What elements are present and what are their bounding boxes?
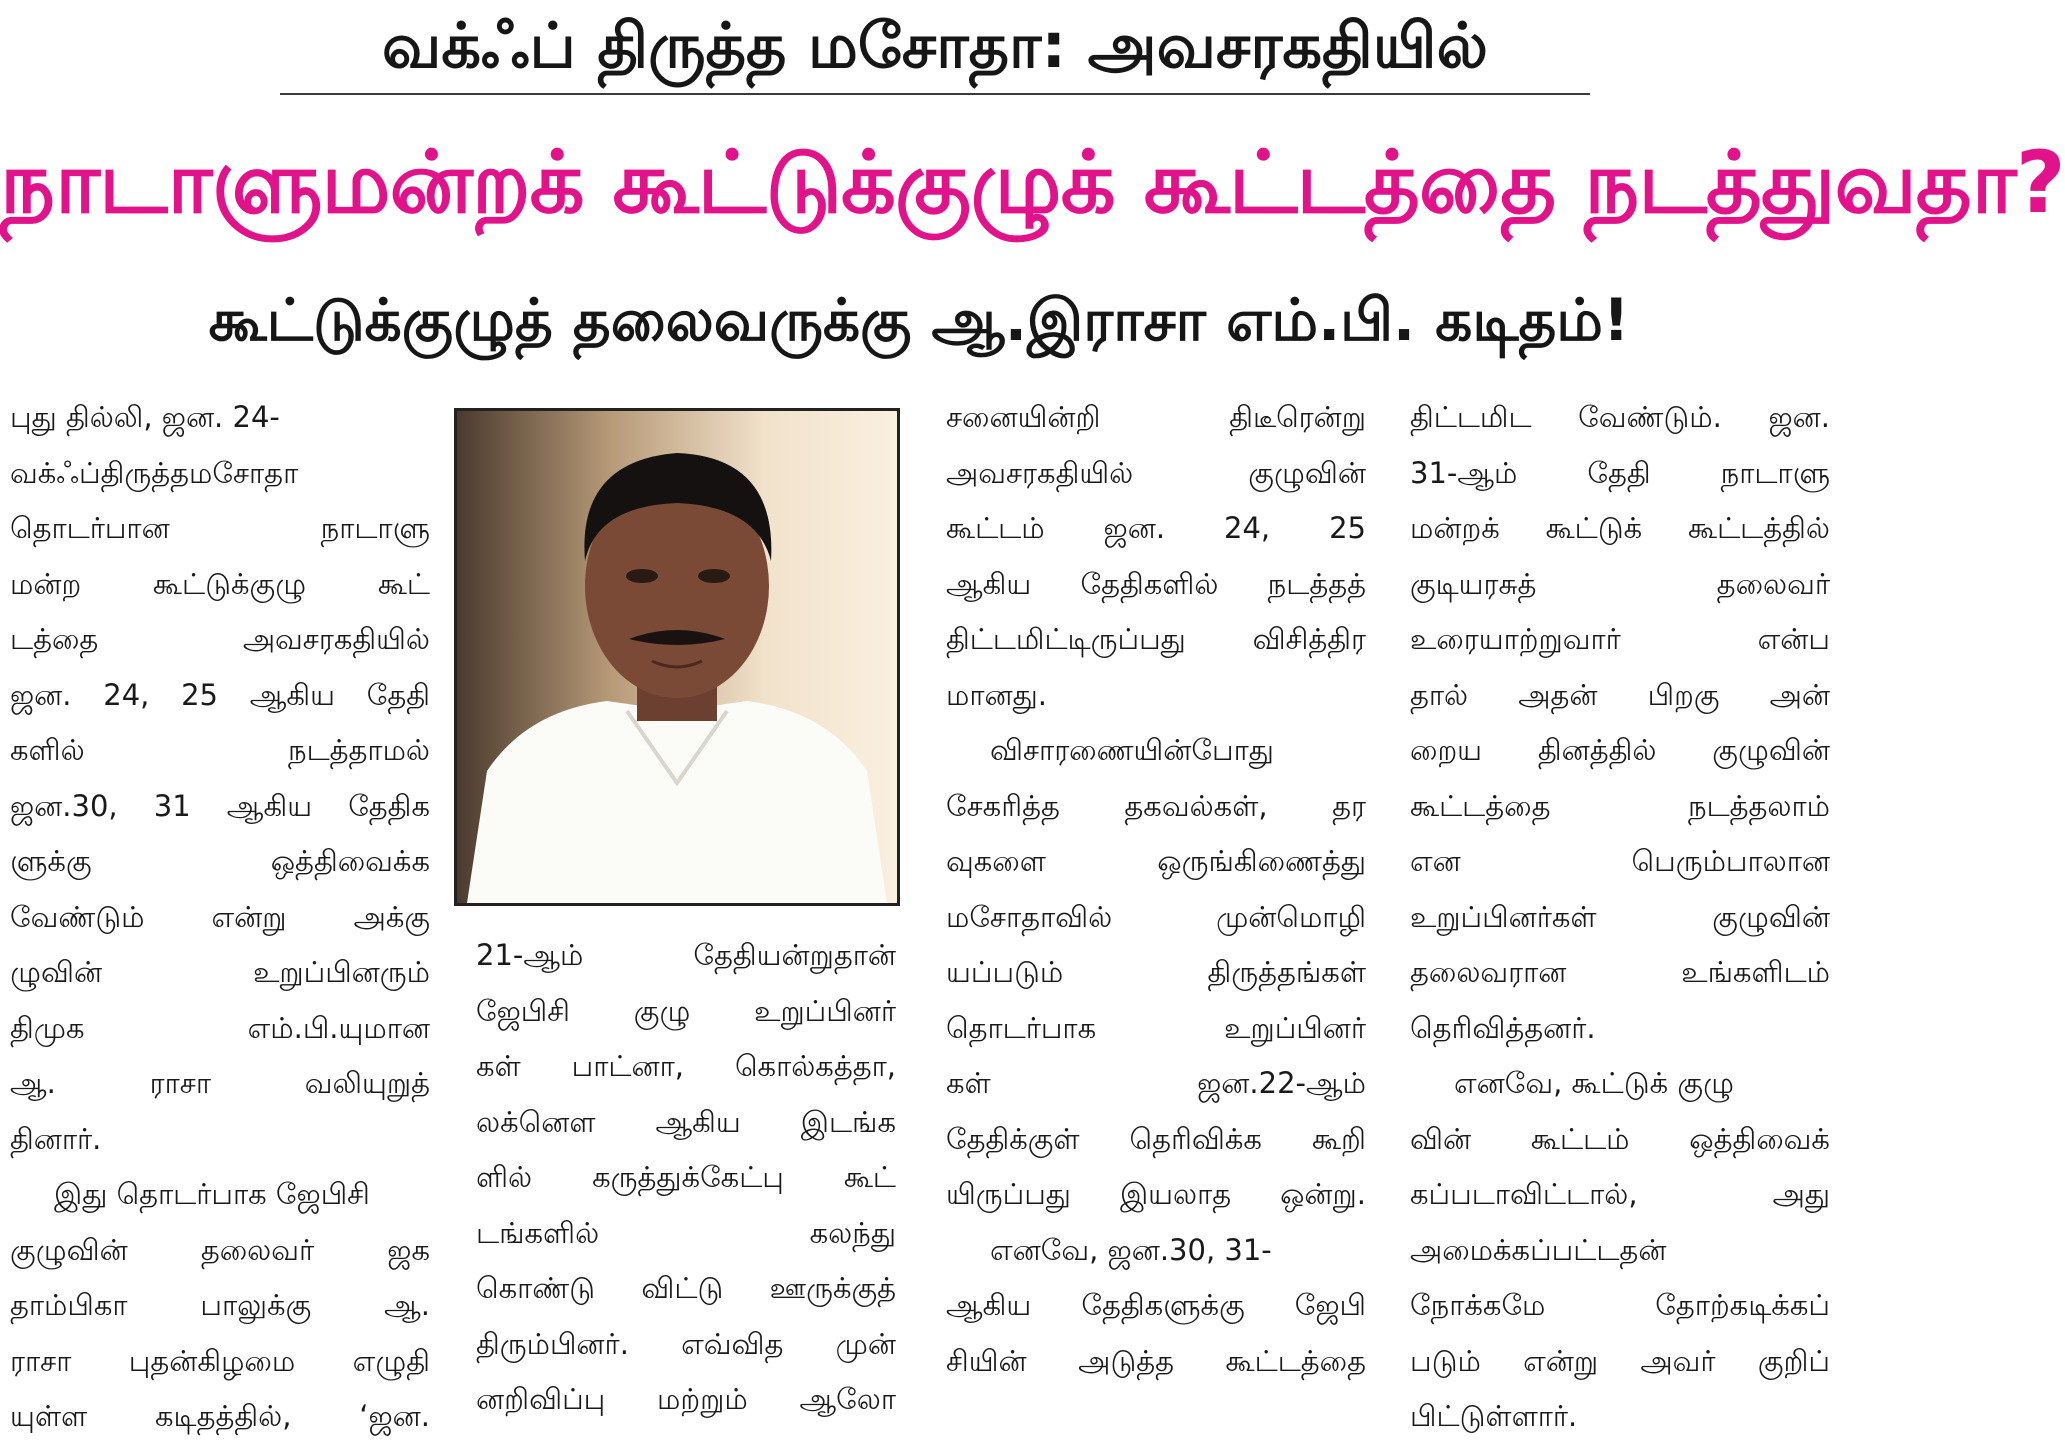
body-text-line: வுகளை ஒருங்கிணைத்து bbox=[946, 844, 1366, 878]
body-column-1 bbox=[10, 390, 430, 1445]
article-kicker: வக்ஃப் திருத்த மசோதா: அவசரகதியில் bbox=[382, 9, 1488, 82]
body-text-line: 31-ஆம் தேதி நாடாளு bbox=[1410, 455, 1830, 490]
body-text-line: சியின் அடுத்த கூட்டத்தை bbox=[946, 1343, 1366, 1378]
body-text-line: தெரிவித்தனர். bbox=[1410, 1010, 1596, 1045]
body-text-line: திட்டமிட வேண்டும். ஜன. bbox=[1410, 400, 1830, 434]
body-text-line: மசோதாவில் முன்மொழி bbox=[946, 899, 1366, 934]
body-text-line: வக்ஃப்திருத்தமசோதா bbox=[10, 455, 299, 490]
body-text-line: தாம்பிகா பாலுக்கு ஆ. bbox=[10, 1288, 430, 1322]
body-text-line: கொண்டு விட்டு ஊருக்குத் bbox=[476, 1271, 896, 1305]
body-text-line: ஆகிய தேதிகளுக்கு ஜேபி bbox=[946, 1288, 1366, 1322]
body-text-line: எனவே, கூட்டுக் குழு bbox=[1454, 1066, 1734, 1100]
body-text-line: ளில் கருத்துக்கேட்பு கூட் bbox=[476, 1160, 896, 1194]
body-text-line: மன்ற கூட்டுக்குழு கூட் bbox=[10, 566, 430, 601]
body-text-line: தினார். bbox=[10, 1121, 102, 1156]
body-text-line: டத்தை அவசரகதியில் bbox=[10, 622, 430, 656]
body-text-line: அமைக்கப்பட்டதன் bbox=[1410, 1232, 1667, 1267]
portrait-illustration bbox=[457, 411, 897, 903]
body-text-line: ஆகிய தேதிகளில் நடத்தத் bbox=[946, 566, 1366, 601]
body-text-line: 21-ஆம் தேதியன்றுதான் bbox=[476, 938, 896, 972]
body-text-line: புது தில்லி, ஜன. 24- bbox=[10, 400, 280, 434]
body-text-line: ஜன. 24, 25 ஆகிய தேதி bbox=[10, 677, 430, 712]
body-text-line: தொடர்பாக உறுப்பினர் bbox=[946, 1010, 1366, 1045]
body-text-line: குழுவின் தலைவர் ஜக bbox=[10, 1232, 430, 1267]
body-text-line: சேகரித்த தகவல்கள், தர bbox=[946, 788, 1366, 823]
body-column-2 bbox=[476, 928, 896, 1428]
body-text-line: தொடர்பான நாடாளு bbox=[10, 511, 430, 545]
body-text-line: னறிவிப்பு மற்றும் ஆலோ bbox=[476, 1382, 896, 1416]
body-text-line: திரும்பினர். எவ்வித முன் bbox=[476, 1326, 896, 1361]
body-text-line: தால் அதன் பிறகு அன் bbox=[1410, 677, 1830, 712]
body-text-line: திட்டமிட்டிருப்பது விசித்திர bbox=[946, 622, 1366, 656]
article-subheadline: கூட்டுக்குழுத் தலைவருக்கு ஆ.இராசா எம்.பி. கடிதம்! bbox=[208, 286, 1630, 354]
body-text-line: ஆ. ராசா வலியுறுத் bbox=[10, 1066, 430, 1100]
body-text-line: மன்றக் கூட்டுக் கூட்டத்தில் bbox=[1410, 511, 1830, 545]
body-text-line: அவசரகதியில் குழுவின் bbox=[946, 455, 1366, 490]
body-text-line: கப்படாவிட்டால், அது bbox=[1410, 1177, 1830, 1211]
body-text-line: லக்னௌ ஆகிய இடங்க bbox=[476, 1104, 896, 1139]
body-text-line: டங்களில் கலந்து bbox=[476, 1215, 896, 1250]
body-text-line: தேதிக்குள் தெரிவிக்க கூறி bbox=[946, 1121, 1366, 1156]
article-headline: நாடாளுமன்றக் கூட்டுக்குழுக் கூட்டத்தை நடத்துவதா? bbox=[0, 133, 2065, 233]
body-text-line: ஜேபிசி குழு உறுப்பினர் bbox=[476, 993, 896, 1028]
body-text-line: சனையின்றி திடீரென்று bbox=[946, 400, 1366, 434]
body-text-line: ளுக்கு ஒத்திவைக்க bbox=[10, 844, 430, 878]
body-text-line: உறுப்பினர்கள் குழுவின் bbox=[1410, 899, 1830, 934]
body-text-line: எனவே, ஜன.30, 31- bbox=[990, 1232, 1272, 1267]
body-text-line: யுள்ள கடிதத்தில், ‘ஜன. bbox=[10, 1399, 430, 1433]
body-text-line: ழுவின் உறுப்பினரும் bbox=[10, 955, 430, 989]
kicker-divider bbox=[280, 93, 1590, 95]
body-text-line: ராசா புதன்கிழமை எழுதி bbox=[10, 1343, 430, 1378]
body-text-line: விசாரணையின்போது bbox=[990, 733, 1274, 767]
body-text-line: ஜன.30, 31 ஆகிய தேதிக bbox=[10, 788, 430, 823]
body-text-line: கூட்டத்தை நடத்தலாம் bbox=[1410, 788, 1830, 823]
body-text-line: கள் ஜன.22-ஆம் bbox=[946, 1066, 1366, 1100]
body-text-line: நோக்கமே தோற்கடிக்கப் bbox=[1410, 1288, 1830, 1322]
body-text-line: படும் என்று அவர் குறிப் bbox=[1410, 1343, 1830, 1378]
portrait-photo bbox=[454, 408, 900, 906]
body-text-line: வேண்டும் என்று அக்கு bbox=[10, 899, 430, 934]
body-text-line: கூட்டம் ஜன. 24, 25 bbox=[946, 511, 1366, 545]
body-text-line: களில் நடத்தாமல் bbox=[10, 733, 430, 767]
body-text-line: வின் கூட்டம் ஒத்திவைக் bbox=[1410, 1121, 1830, 1156]
body-text-line: கள் பாட்னா, கொல்கத்தா, bbox=[476, 1049, 896, 1083]
body-text-line: யிருப்பது இயலாத ஒன்று. bbox=[946, 1177, 1366, 1211]
body-text-line: இது தொடர்பாக ஜேபிசி bbox=[54, 1177, 370, 1211]
body-text-line: திமுக எம்.பி.யுமான bbox=[10, 1010, 430, 1045]
body-text-line: என பெரும்பாலான bbox=[1410, 844, 1830, 878]
body-column-3 bbox=[946, 390, 1366, 1389]
body-text-line: குடியரசுத் தலைவர் bbox=[1410, 566, 1830, 601]
body-text-line: உரையாற்றுவார் என்ப bbox=[1410, 622, 1830, 656]
body-column-4 bbox=[1410, 390, 1830, 1445]
body-text-line: பிட்டுள்ளார். bbox=[1410, 1399, 1578, 1433]
body-text-line: மானது. bbox=[946, 677, 1047, 712]
body-text-line: றைய தினத்தில் குழுவின் bbox=[1410, 733, 1830, 767]
body-text-line: யப்படும் திருத்தங்கள் bbox=[946, 955, 1366, 989]
body-text-line: தலைவரான உங்களிடம் bbox=[1410, 955, 1830, 989]
